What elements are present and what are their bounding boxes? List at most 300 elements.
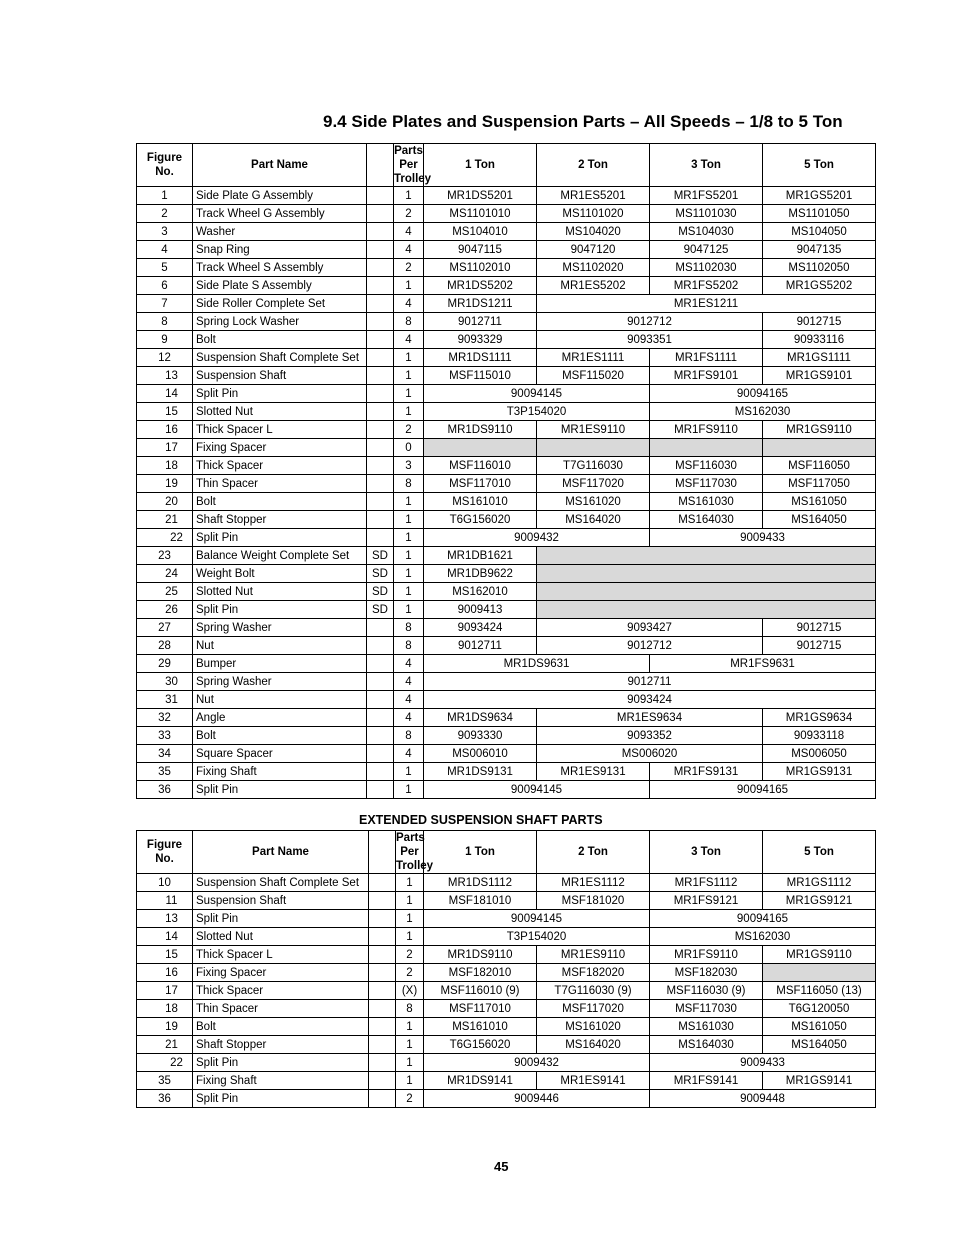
part-number-cell: MR1DS1211 — [424, 295, 537, 313]
part-number-cell: MR1GS9634 — [763, 709, 876, 727]
part-name-cell: Weight Bolt — [193, 565, 367, 583]
part-number-cell: MS1101020 — [537, 205, 650, 223]
part-number-cell: MSF117030 — [650, 475, 763, 493]
table-row — [137, 1000, 876, 1018]
sd-cell — [367, 349, 394, 367]
part-number-cell: MR1GS5202 — [763, 277, 876, 295]
table-row — [137, 745, 876, 763]
part-number-cell: 9012712 — [537, 313, 763, 331]
part-number-cell: MR1FS9121 — [650, 892, 763, 910]
table-row — [137, 892, 876, 910]
figure-no-cell: 10 — [137, 874, 193, 892]
part-number-cell: MS1101030 — [650, 205, 763, 223]
sd-cell — [369, 874, 396, 892]
header-5-ton: 5 Ton — [763, 831, 876, 874]
sd-cell — [367, 205, 394, 223]
header-sd — [369, 831, 396, 874]
figure-no-cell: 3 — [137, 223, 193, 241]
sd-cell — [367, 331, 394, 349]
part-number-cell: T6G156020 — [424, 511, 537, 529]
part-number-cell: T7G116030 (9) — [537, 982, 650, 1000]
table-row — [137, 964, 876, 982]
figure-no-cell: 17 — [137, 982, 193, 1000]
sd-cell — [367, 727, 394, 745]
qty-cell: 0 — [394, 439, 424, 457]
sd-cell — [369, 1000, 396, 1018]
table-row — [137, 928, 876, 946]
part-number-cell: MSF181020 — [537, 892, 650, 910]
header-5-ton: 5 Ton — [763, 144, 876, 187]
part-number-cell: MS104030 — [650, 223, 763, 241]
part-name-cell: Split Pin — [193, 910, 369, 928]
part-name-cell: Slotted Nut — [193, 403, 367, 421]
qty-cell: 1 — [394, 367, 424, 385]
table-row — [137, 1072, 876, 1090]
qty-cell: 1 — [396, 928, 424, 946]
part-number-cell: T3P154020 — [424, 403, 650, 421]
part-number-cell: MR1DS9631 — [424, 655, 650, 673]
table-header-row — [137, 144, 876, 187]
part-number-cell: MR1ES9131 — [537, 763, 650, 781]
figure-no-cell: 13 — [137, 910, 193, 928]
part-name-cell: Square Spacer — [193, 745, 367, 763]
qty-cell: 2 — [394, 421, 424, 439]
part-number-cell: MSF182010 — [424, 964, 537, 982]
header-part-name: Part Name — [193, 831, 369, 874]
part-name-cell: Bolt — [193, 493, 367, 511]
sd-cell — [367, 277, 394, 295]
part-number-cell: 9012715 — [763, 637, 876, 655]
qty-cell: 1 — [394, 349, 424, 367]
parts-table-body — [137, 187, 876, 799]
part-number-cell: 90094145 — [424, 910, 650, 928]
part-name-cell: Side Roller Complete Set — [193, 295, 367, 313]
part-name-cell: Fixing Shaft — [193, 763, 367, 781]
part-number-cell: MS161030 — [650, 1018, 763, 1036]
figure-no-cell: 36 — [137, 781, 193, 799]
part-number-cell: MR1GS9110 — [763, 946, 876, 964]
qty-cell: 1 — [394, 493, 424, 511]
table-row — [137, 493, 876, 511]
sd-cell — [367, 673, 394, 691]
part-number-cell: MS1102050 — [763, 259, 876, 277]
table-row — [137, 259, 876, 277]
part-number-cell: MS104020 — [537, 223, 650, 241]
header-1-ton: 1 Ton — [424, 831, 537, 874]
table-row — [137, 565, 876, 583]
figure-no-cell: 36 — [137, 1090, 193, 1108]
part-number-cell: 9012715 — [763, 619, 876, 637]
table-row — [137, 529, 876, 547]
sd-cell — [367, 637, 394, 655]
part-name-cell: Side Plate G Assembly — [193, 187, 367, 205]
figure-no-cell: 15 — [137, 403, 193, 421]
sd-cell — [367, 223, 394, 241]
part-number-cell: MS104010 — [424, 223, 537, 241]
part-number-cell: 90094165 — [650, 385, 876, 403]
part-number-cell: T6G120050 — [763, 1000, 876, 1018]
part-number-cell — [537, 601, 876, 619]
part-number-cell: MS164020 — [537, 511, 650, 529]
figure-no-cell: 34 — [137, 745, 193, 763]
qty-cell: 2 — [394, 205, 424, 223]
part-number-cell: MS161050 — [763, 1018, 876, 1036]
part-number-cell — [424, 439, 537, 457]
part-number-cell: 9009446 — [424, 1090, 650, 1108]
part-number-cell: MSF117020 — [537, 475, 650, 493]
qty-cell: 3 — [394, 457, 424, 475]
figure-no-cell: 35 — [137, 763, 193, 781]
part-number-cell: MS1101010 — [424, 205, 537, 223]
part-number-cell: MR1ES9110 — [537, 421, 650, 439]
table-row — [137, 982, 876, 1000]
part-name-cell: Bolt — [193, 727, 367, 745]
table-row — [137, 727, 876, 745]
sd-cell — [367, 763, 394, 781]
part-number-cell: MR1ES1211 — [537, 295, 876, 313]
extended-parts-table — [136, 830, 876, 1108]
sd-cell — [369, 946, 396, 964]
table-row — [137, 781, 876, 799]
part-name-cell: Track Wheel G Assembly — [193, 205, 367, 223]
part-number-cell: MR1DS9131 — [424, 763, 537, 781]
part-number-cell: MR1ES5202 — [537, 277, 650, 295]
part-number-cell: MSF115010 — [424, 367, 537, 385]
part-number-cell: 9009433 — [650, 1054, 876, 1072]
figure-no-cell: 27 — [137, 619, 193, 637]
figure-no-cell: 32 — [137, 709, 193, 727]
part-number-cell: 9047115 — [424, 241, 537, 259]
part-name-cell: Shaft Stopper — [193, 1036, 369, 1054]
table-row — [137, 709, 876, 727]
sd-cell — [369, 1072, 396, 1090]
part-number-cell: MR1GS1111 — [763, 349, 876, 367]
part-number-cell: 9093351 — [537, 331, 763, 349]
part-number-cell: T3P154020 — [424, 928, 650, 946]
qty-cell: 4 — [394, 673, 424, 691]
part-number-cell: MR1DS9634 — [424, 709, 537, 727]
part-number-cell: MR1FS9110 — [650, 421, 763, 439]
sd-cell — [369, 892, 396, 910]
part-number-cell: MS1101050 — [763, 205, 876, 223]
figure-no-cell: 2 — [137, 205, 193, 223]
sd-cell — [367, 745, 394, 763]
sd-cell — [369, 928, 396, 946]
part-number-cell: MR1GS9131 — [763, 763, 876, 781]
part-number-cell: MS164050 — [763, 1036, 876, 1054]
header-parts-per-trolley: Parts Per Trolley — [394, 145, 432, 185]
qty-cell: 8 — [394, 727, 424, 745]
part-name-cell: Split Pin — [193, 385, 367, 403]
part-number-cell: MR1FS9101 — [650, 367, 763, 385]
part-name-cell: Nut — [193, 637, 367, 655]
part-name-cell: Spring Lock Washer — [193, 313, 367, 331]
qty-cell: 4 — [394, 655, 424, 673]
figure-no-cell: 8 — [137, 313, 193, 331]
part-number-cell — [537, 583, 876, 601]
sd-cell — [367, 259, 394, 277]
qty-cell: 1 — [394, 277, 424, 295]
figure-no-cell: 16 — [137, 964, 193, 982]
sd-cell — [367, 781, 394, 799]
qty-cell: 4 — [394, 241, 424, 259]
sd-cell — [367, 619, 394, 637]
table-row — [137, 421, 876, 439]
part-name-cell: Fixing Spacer — [193, 439, 367, 457]
table-row — [137, 313, 876, 331]
qty-cell: 4 — [394, 709, 424, 727]
qty-cell: 8 — [394, 313, 424, 331]
part-number-cell: MR1GS5201 — [763, 187, 876, 205]
part-name-cell: Side Plate S Assembly — [193, 277, 367, 295]
part-name-cell: Thin Spacer — [193, 1000, 369, 1018]
table-row — [137, 457, 876, 475]
qty-cell: 8 — [396, 1000, 424, 1018]
part-number-cell: MS104050 — [763, 223, 876, 241]
sd-cell — [369, 1090, 396, 1108]
table-row — [137, 763, 876, 781]
part-name-cell: Thick Spacer — [193, 982, 369, 1000]
qty-cell: 1 — [394, 583, 424, 601]
header-2-ton: 2 Ton — [537, 144, 650, 187]
qty-cell: 1 — [396, 874, 424, 892]
part-name-cell: Nut — [193, 691, 367, 709]
part-name-cell: Split Pin — [193, 1054, 369, 1072]
part-name-cell: Track Wheel S Assembly — [193, 259, 367, 277]
figure-no-cell: 21 — [137, 1036, 193, 1054]
qty-cell: 2 — [396, 1090, 424, 1108]
qty-cell: 1 — [394, 187, 424, 205]
part-number-cell — [537, 565, 876, 583]
figure-no-cell: 7 — [137, 295, 193, 313]
sd-cell: SD — [367, 565, 394, 583]
figure-no-cell: 6 — [137, 277, 193, 295]
part-number-cell: MR1ES9141 — [537, 1072, 650, 1090]
sd-cell — [369, 1018, 396, 1036]
part-number-cell: MR1DS9141 — [424, 1072, 537, 1090]
header-part-name: Part Name — [193, 144, 367, 187]
part-number-cell: MR1DB1621 — [424, 547, 537, 565]
sd-cell — [367, 691, 394, 709]
part-number-cell: 9093424 — [424, 619, 537, 637]
part-name-cell: Thick Spacer L — [193, 946, 369, 964]
table-row — [137, 946, 876, 964]
part-number-cell: MS164030 — [650, 1036, 763, 1054]
extended-parts-table-body — [137, 874, 876, 1108]
part-number-cell: MR1DS9110 — [424, 421, 537, 439]
qty-cell: 4 — [394, 295, 424, 313]
table-row — [137, 637, 876, 655]
qty-cell: 4 — [394, 331, 424, 349]
part-name-cell: Bolt — [193, 331, 367, 349]
figure-no-cell: 23 — [137, 547, 193, 565]
table-row — [137, 691, 876, 709]
part-number-cell — [763, 964, 876, 982]
table-row — [137, 403, 876, 421]
part-number-cell: MS162030 — [650, 928, 876, 946]
figure-no-cell: 17 — [137, 439, 193, 457]
figure-no-cell: 9 — [137, 331, 193, 349]
table-row — [137, 910, 876, 928]
part-number-cell: MR1DB9622 — [424, 565, 537, 583]
qty-cell: 8 — [394, 475, 424, 493]
figure-no-cell: 18 — [137, 457, 193, 475]
page-number: 45 — [494, 1159, 509, 1174]
table-row — [137, 601, 876, 619]
part-number-cell: MSF116010 (9) — [424, 982, 537, 1000]
figure-no-cell: 35 — [137, 1072, 193, 1090]
part-number-cell: MSF116030 — [650, 457, 763, 475]
part-number-cell: 9093330 — [424, 727, 537, 745]
part-number-cell: MR1GS9121 — [763, 892, 876, 910]
part-number-cell: MSF117030 — [650, 1000, 763, 1018]
qty-cell: 2 — [396, 964, 424, 982]
part-number-cell: MR1FS5202 — [650, 277, 763, 295]
sd-cell: SD — [367, 601, 394, 619]
part-name-cell: Angle — [193, 709, 367, 727]
qty-cell: 1 — [394, 601, 424, 619]
part-number-cell: MS164020 — [537, 1036, 650, 1054]
part-number-cell: 9012711 — [424, 673, 876, 691]
figure-no-cell: 12 — [137, 349, 193, 367]
table-row — [137, 874, 876, 892]
sd-cell — [369, 910, 396, 928]
part-number-cell: MS162030 — [650, 403, 876, 421]
table-row — [137, 349, 876, 367]
part-number-cell: MSF116050 (13) — [763, 982, 876, 1000]
part-number-cell — [763, 439, 876, 457]
table-row — [137, 1018, 876, 1036]
part-name-cell: Slotted Nut — [193, 583, 367, 601]
table-row — [137, 655, 876, 673]
part-number-cell: 9093424 — [424, 691, 876, 709]
sd-cell — [367, 511, 394, 529]
part-name-cell: Split Pin — [193, 1090, 369, 1108]
qty-cell: 1 — [396, 1036, 424, 1054]
part-name-cell: Fixing Spacer — [193, 964, 369, 982]
part-number-cell: MR1ES1112 — [537, 874, 650, 892]
sd-cell — [367, 403, 394, 421]
table-row — [137, 295, 876, 313]
table-row — [137, 223, 876, 241]
sd-cell — [369, 964, 396, 982]
part-number-cell: 9093329 — [424, 331, 537, 349]
part-name-cell: Suspension Shaft — [193, 892, 369, 910]
part-number-cell: MR1ES9634 — [537, 709, 763, 727]
part-number-cell: 9093352 — [537, 727, 763, 745]
figure-no-cell: 1 — [137, 187, 193, 205]
part-name-cell: Thick Spacer — [193, 457, 367, 475]
part-name-cell: Thin Spacer — [193, 475, 367, 493]
table-row — [137, 475, 876, 493]
table-row — [137, 673, 876, 691]
part-number-cell: 9012712 — [537, 637, 763, 655]
part-number-cell: MR1FS9131 — [650, 763, 763, 781]
part-number-cell: MS161020 — [537, 493, 650, 511]
table-row — [137, 385, 876, 403]
sd-cell — [367, 529, 394, 547]
part-number-cell: 9047135 — [763, 241, 876, 259]
header-sd — [367, 144, 394, 187]
part-number-cell: MR1ES9110 — [537, 946, 650, 964]
part-number-cell: MR1FS9141 — [650, 1072, 763, 1090]
part-number-cell — [650, 439, 763, 457]
part-number-cell: MSF117020 — [537, 1000, 650, 1018]
part-number-cell: 9093427 — [537, 619, 763, 637]
figure-no-cell: 24 — [137, 565, 193, 583]
table-row — [137, 331, 876, 349]
part-number-cell: 90094165 — [650, 781, 876, 799]
sd-cell: SD — [367, 547, 394, 565]
figure-no-cell: 22 — [137, 529, 193, 547]
header-1-ton: 1 Ton — [424, 144, 537, 187]
table-row — [137, 367, 876, 385]
qty-cell: 1 — [396, 892, 424, 910]
part-name-cell: Slotted Nut — [193, 928, 369, 946]
sd-cell — [367, 421, 394, 439]
qty-cell: 8 — [394, 637, 424, 655]
part-name-cell: Suspension Shaft Complete Set — [193, 349, 367, 367]
part-number-cell: MR1GS1112 — [763, 874, 876, 892]
figure-no-cell: 19 — [137, 475, 193, 493]
table-row — [137, 583, 876, 601]
qty-cell: 1 — [394, 565, 424, 583]
table-row — [137, 547, 876, 565]
header-3-ton: 3 Ton — [650, 144, 763, 187]
part-number-cell: 9009413 — [424, 601, 537, 619]
part-number-cell: 90933116 — [763, 331, 876, 349]
part-number-cell: MR1DS1112 — [424, 874, 537, 892]
part-name-cell: Fixing Shaft — [193, 1072, 369, 1090]
part-number-cell: MR1FS9110 — [650, 946, 763, 964]
qty-cell: 1 — [394, 547, 424, 565]
part-name-cell: Spring Washer — [193, 619, 367, 637]
qty-cell: 8 — [394, 619, 424, 637]
table-row — [137, 241, 876, 259]
part-number-cell: 9009433 — [650, 529, 876, 547]
part-number-cell: MSF181010 — [424, 892, 537, 910]
part-number-cell: MSF116010 — [424, 457, 537, 475]
part-number-cell — [537, 547, 876, 565]
header-3-ton: 3 Ton — [650, 831, 763, 874]
part-number-cell: MS162010 — [424, 583, 537, 601]
section-subtitle: EXTENDED SUSPENSION SHAFT PARTS — [359, 813, 603, 827]
qty-cell: 4 — [394, 691, 424, 709]
sd-cell — [369, 1054, 396, 1072]
sd-cell — [369, 982, 396, 1000]
part-number-cell: MR1GS9141 — [763, 1072, 876, 1090]
part-number-cell: MS006020 — [537, 745, 763, 763]
part-number-cell: MSF117050 — [763, 475, 876, 493]
part-number-cell: MSF182020 — [537, 964, 650, 982]
figure-no-cell: 28 — [137, 637, 193, 655]
part-number-cell: T6G156020 — [424, 1036, 537, 1054]
sd-cell — [367, 457, 394, 475]
part-number-cell: MS006050 — [763, 745, 876, 763]
part-number-cell: MR1DS1111 — [424, 349, 537, 367]
qty-cell: 4 — [394, 223, 424, 241]
qty-cell: 1 — [396, 1072, 424, 1090]
qty-cell: 1 — [396, 1018, 424, 1036]
part-number-cell: MR1FS1112 — [650, 874, 763, 892]
figure-no-cell: 20 — [137, 493, 193, 511]
sd-cell — [367, 241, 394, 259]
part-name-cell: Split Pin — [193, 781, 367, 799]
figure-no-cell: 26 — [137, 601, 193, 619]
part-number-cell: 90094145 — [424, 385, 650, 403]
figure-no-cell: 4 — [137, 241, 193, 259]
part-number-cell: MSF115020 — [537, 367, 650, 385]
